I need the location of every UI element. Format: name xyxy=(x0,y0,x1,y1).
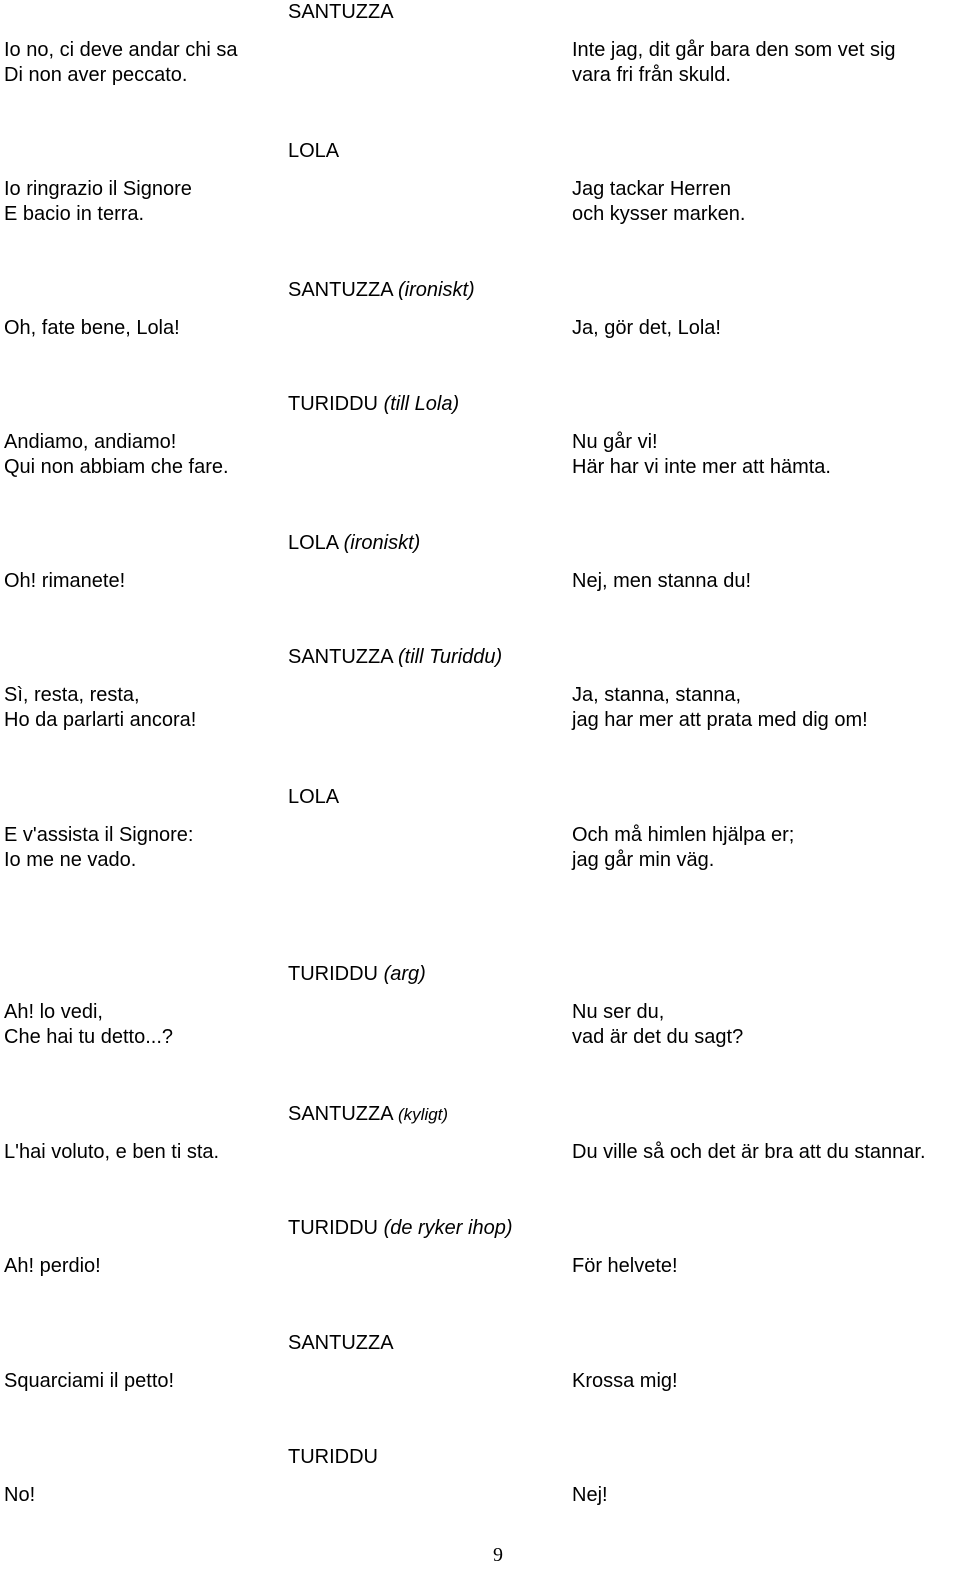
speaker-name: SANTUZZA xyxy=(288,1103,393,1125)
speaker-heading xyxy=(288,1331,394,1356)
italian-line: Io ringrazio il Signore xyxy=(4,178,192,200)
speaker-name: LOLA xyxy=(288,786,340,808)
italian-line: Che hai tu detto...? xyxy=(4,1026,174,1048)
italian-text xyxy=(4,316,180,341)
swedish-text xyxy=(572,430,831,480)
stage-direction: (de ryker ihop) xyxy=(383,1217,513,1239)
swedish-line: vad är det du sagt? xyxy=(572,1026,744,1048)
italian-text xyxy=(4,1483,35,1508)
swedish-line: Krossa mig! xyxy=(572,1370,678,1392)
speaker-name: TURIDDU xyxy=(288,1217,378,1239)
swedish-line: jag har mer att prata med dig om! xyxy=(572,709,868,731)
swedish-text xyxy=(572,1000,743,1050)
stage-direction: (till Turiddu) xyxy=(398,646,503,668)
italian-line: Oh! rimanete! xyxy=(4,570,126,592)
speaker-heading xyxy=(288,392,459,417)
stage-direction: (kyligt) xyxy=(398,1105,449,1124)
speaker-name: SANTUZZA xyxy=(288,1,394,23)
italian-line: Ah! lo vedi, xyxy=(4,1001,103,1023)
italian-line: Di non aver peccato. xyxy=(4,64,188,86)
swedish-text xyxy=(572,38,896,88)
italian-line: Sì, resta, resta, xyxy=(4,684,140,706)
swedish-text xyxy=(572,569,751,594)
swedish-line: Ja, stanna, stanna, xyxy=(572,684,742,706)
speaker-heading xyxy=(288,1216,513,1241)
speaker-name: LOLA xyxy=(288,140,340,162)
speaker-name: LOLA xyxy=(288,532,339,554)
italian-line: E bacio in terra. xyxy=(4,203,145,225)
stage-direction: (ironiskt) xyxy=(343,532,421,554)
speaker-heading xyxy=(288,278,475,303)
italian-line: E v'assista il Signore: xyxy=(4,824,194,846)
italian-text xyxy=(4,177,192,227)
swedish-line: Inte jag, dit går bara den som vet sig xyxy=(572,39,896,61)
speaker-name: TURIDDU xyxy=(288,1446,378,1468)
speaker-heading xyxy=(288,785,339,810)
italian-text xyxy=(4,1254,101,1279)
swedish-line: vara fri från skuld. xyxy=(572,64,731,86)
swedish-line: Nu går vi! xyxy=(572,431,658,453)
swedish-line: Jag tackar Herren xyxy=(572,178,731,200)
speaker-name: SANTUZZA xyxy=(288,279,393,301)
italian-line: Qui non abbiam che fare. xyxy=(4,456,229,478)
swedish-text xyxy=(572,316,721,341)
italian-line: Io me ne vado. xyxy=(4,849,137,871)
stage-direction: (arg) xyxy=(383,963,426,985)
speaker-name: TURIDDU xyxy=(288,963,378,985)
italian-line: L'hai voluto, e ben ti sta. xyxy=(4,1141,220,1163)
italian-text xyxy=(4,38,237,88)
speaker-heading xyxy=(288,1102,448,1127)
swedish-text xyxy=(572,1140,926,1165)
italian-line: Squarciami il petto! xyxy=(4,1370,175,1392)
italian-line: Oh, fate bene, Lola! xyxy=(4,317,180,339)
italian-line: Ho da parlarti ancora! xyxy=(4,709,197,731)
italian-line: No! xyxy=(4,1484,36,1506)
swedish-text xyxy=(572,683,868,733)
stage-direction: (till Lola) xyxy=(383,393,460,415)
speaker-heading xyxy=(288,1445,378,1470)
page-number: 9 xyxy=(493,1544,503,1566)
italian-text xyxy=(4,569,125,594)
swedish-line: Nu ser du, xyxy=(572,1001,665,1023)
stage-direction: (ironiskt) xyxy=(398,279,475,301)
speaker-name: SANTUZZA xyxy=(288,646,393,668)
italian-line: Ah! perdio! xyxy=(4,1255,101,1277)
italian-text xyxy=(4,823,193,873)
italian-text xyxy=(4,1000,173,1050)
italian-text xyxy=(4,1369,174,1394)
swedish-line: För helvete! xyxy=(572,1255,678,1277)
speaker-heading xyxy=(288,139,339,164)
swedish-line: Nej, men stanna du! xyxy=(572,570,751,592)
italian-text xyxy=(4,1140,219,1165)
swedish-text xyxy=(572,823,794,873)
swedish-text xyxy=(572,1369,678,1394)
swedish-line: Här har vi inte mer att hämta. xyxy=(572,456,831,478)
swedish-line: Nej! xyxy=(572,1484,608,1506)
swedish-text xyxy=(572,1483,608,1508)
italian-line: Andiamo, andiamo! xyxy=(4,431,177,453)
swedish-text xyxy=(572,1254,678,1279)
swedish-line: Och må himlen hjälpa er; xyxy=(572,824,795,846)
speaker-heading xyxy=(288,531,420,556)
swedish-line: och kysser marken. xyxy=(572,203,746,225)
speaker-heading xyxy=(288,0,394,25)
speaker-name: SANTUZZA xyxy=(288,1332,394,1354)
speaker-name: TURIDDU xyxy=(288,393,378,415)
speaker-heading xyxy=(288,645,502,670)
swedish-line: Ja, gör det, Lola! xyxy=(572,317,721,339)
swedish-text xyxy=(572,177,745,227)
italian-line: Io no, ci deve andar chi sa xyxy=(4,39,238,61)
speaker-heading xyxy=(288,962,426,987)
swedish-line: Du ville så och det är bra att du stannar. xyxy=(572,1141,926,1163)
swedish-line: jag går min väg. xyxy=(572,849,715,871)
italian-text xyxy=(4,430,229,480)
italian-text xyxy=(4,683,196,733)
